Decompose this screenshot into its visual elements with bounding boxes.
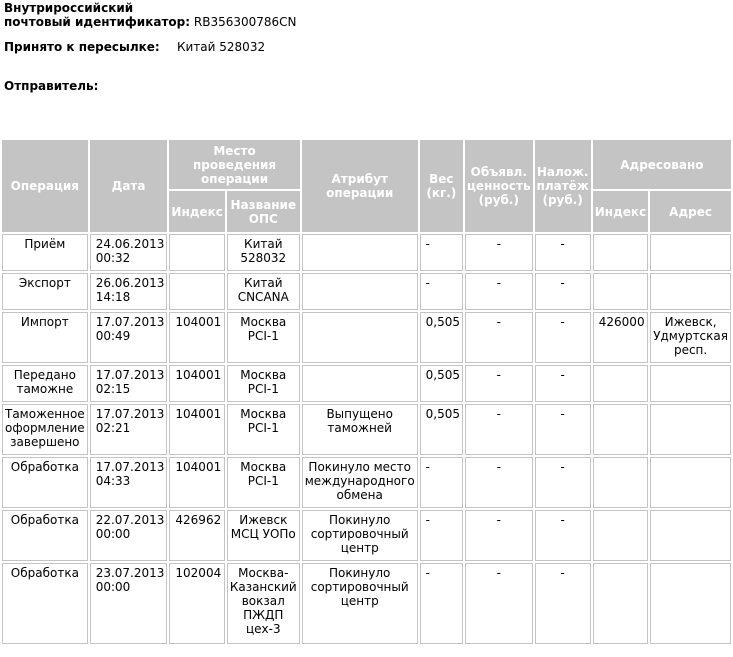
cell-operation: Импорт bbox=[2, 312, 88, 363]
sender-block bbox=[4, 79, 98, 93]
cell-declared-value: - bbox=[465, 563, 533, 644]
cell-date: 22.07.2013 00:00 bbox=[90, 510, 168, 561]
cell-weight: - bbox=[420, 457, 463, 508]
cell-address bbox=[650, 273, 731, 310]
cell-address bbox=[650, 234, 731, 271]
header-operation: Операция bbox=[2, 140, 88, 232]
cell-attribute bbox=[302, 312, 418, 363]
header-place: Место проведения операции bbox=[169, 140, 299, 189]
cell-place-index bbox=[169, 234, 224, 271]
cell-attribute: Покинуло сортировочный центр bbox=[302, 563, 418, 644]
header-addr-address: Адрес bbox=[650, 191, 731, 232]
cell-declared-value: - bbox=[465, 365, 533, 402]
table-row bbox=[2, 404, 731, 455]
cell-addr-index bbox=[593, 563, 648, 644]
cell-addr-index bbox=[593, 457, 648, 508]
cell-weight: 0,505 bbox=[420, 365, 463, 402]
cell-weight: - bbox=[420, 563, 463, 644]
cell-attribute: Покинуло место международного обмена bbox=[302, 457, 418, 508]
header-declared-value: Объявл. ценность (руб.) bbox=[465, 140, 533, 232]
cell-date: 17.07.2013 02:15 bbox=[90, 365, 168, 402]
cell-place-name: Москва PCI-1 bbox=[227, 404, 300, 455]
cell-address: Ижевск, Удмуртская респ. bbox=[650, 312, 731, 363]
accepted-value: Китай 528032 bbox=[177, 40, 266, 54]
cell-place-index: 104001 bbox=[169, 312, 224, 363]
cell-address bbox=[650, 365, 731, 402]
tracking-label-line2: почтовый идентификатор: bbox=[4, 15, 191, 29]
cell-place-index: 426962 bbox=[169, 510, 224, 561]
cell-attribute bbox=[302, 365, 418, 402]
cell-place-name: Москва-Казанский вокзал ПЖДП цех-3 bbox=[227, 563, 300, 644]
cell-place-index: 104001 bbox=[169, 404, 224, 455]
header-cod: Налож. платёж (руб.) bbox=[535, 140, 591, 232]
cell-place-index: 104001 bbox=[169, 457, 224, 508]
cell-cod: - bbox=[535, 273, 591, 310]
header-addr-index: Индекс bbox=[593, 191, 648, 232]
cell-operation: Обработка bbox=[2, 563, 88, 644]
table-row bbox=[2, 365, 731, 402]
cell-address bbox=[650, 563, 731, 644]
cell-addr-index bbox=[593, 510, 648, 561]
cell-addr-index bbox=[593, 234, 648, 271]
cell-place-name: Китай 528032 bbox=[227, 234, 300, 271]
cell-place-name: Китай CNCANA bbox=[227, 273, 300, 310]
cell-place-index: 104001 bbox=[169, 365, 224, 402]
cell-declared-value: - bbox=[465, 404, 533, 455]
cell-attribute bbox=[302, 273, 418, 310]
cell-weight: 0,505 bbox=[420, 404, 463, 455]
cell-place-index bbox=[169, 273, 224, 310]
cell-addr-index bbox=[593, 404, 648, 455]
cell-place-name: Москва PCI-1 bbox=[227, 457, 300, 508]
cell-declared-value: - bbox=[465, 234, 533, 271]
table-row bbox=[2, 563, 731, 644]
cell-addr-index bbox=[593, 273, 648, 310]
cell-place-name: Ижевск МСЦ УОПо bbox=[227, 510, 300, 561]
cell-place-name: Москва PCI-1 bbox=[227, 365, 300, 402]
header-date: Дата bbox=[90, 140, 168, 232]
header-weight: Вес (кг.) bbox=[420, 140, 463, 232]
cell-cod: - bbox=[535, 365, 591, 402]
tracking-id-block bbox=[4, 1, 297, 29]
sender-label: Отправитель: bbox=[4, 79, 99, 93]
cell-date: 24.06.2013 00:32 bbox=[90, 234, 168, 271]
cell-address bbox=[650, 457, 731, 508]
cell-operation: Обработка bbox=[2, 510, 88, 561]
accepted-block bbox=[4, 40, 266, 54]
cell-date: 17.07.2013 04:33 bbox=[90, 457, 168, 508]
header-place-name: Название ОПС bbox=[227, 191, 300, 232]
table-row bbox=[2, 312, 731, 363]
cell-operation: Обработка bbox=[2, 457, 88, 508]
table-row bbox=[2, 273, 731, 310]
cell-attribute bbox=[302, 234, 418, 271]
header-place-index: Индекс bbox=[169, 191, 224, 232]
tracking-label-line1: Внутрироссийский bbox=[4, 1, 134, 15]
cell-cod: - bbox=[535, 563, 591, 644]
cell-cod: - bbox=[535, 510, 591, 561]
cell-declared-value: - bbox=[465, 273, 533, 310]
tracking-history-table bbox=[0, 138, 733, 646]
cell-cod: - bbox=[535, 404, 591, 455]
accepted-label: Принято к пересылке: bbox=[4, 40, 160, 54]
cell-operation: Таможенное оформление завершено bbox=[2, 404, 88, 455]
cell-address bbox=[650, 510, 731, 561]
header-attribute: Атрибут операции bbox=[302, 140, 418, 232]
cell-weight: - bbox=[420, 510, 463, 561]
cell-operation: Приём bbox=[2, 234, 88, 271]
cell-declared-value: - bbox=[465, 312, 533, 363]
table-row bbox=[2, 457, 731, 508]
cell-operation: Экспорт bbox=[2, 273, 88, 310]
cell-date: 17.07.2013 02:21 bbox=[90, 404, 168, 455]
cell-declared-value: - bbox=[465, 510, 533, 561]
cell-address bbox=[650, 404, 731, 455]
cell-declared-value: - bbox=[465, 457, 533, 508]
cell-operation: Передано таможне bbox=[2, 365, 88, 402]
cell-cod: - bbox=[535, 234, 591, 271]
tracking-id-value: RB356300786CN bbox=[193, 15, 297, 29]
cell-weight: - bbox=[420, 234, 463, 271]
cell-attribute: Покинуло сортировочный центр bbox=[302, 510, 418, 561]
cell-weight: - bbox=[420, 273, 463, 310]
cell-attribute: Выпущено таможней bbox=[302, 404, 418, 455]
cell-addr-index: 426000 bbox=[593, 312, 648, 363]
cell-cod: - bbox=[535, 457, 591, 508]
table-row bbox=[2, 234, 731, 271]
cell-place-index: 102004 bbox=[169, 563, 224, 644]
header-addressed: Адресовано bbox=[593, 140, 731, 189]
cell-cod: - bbox=[535, 312, 591, 363]
cell-weight: 0,505 bbox=[420, 312, 463, 363]
table-body bbox=[2, 234, 731, 644]
table-row bbox=[2, 510, 731, 561]
cell-date: 26.06.2013 14:18 bbox=[90, 273, 168, 310]
cell-addr-index bbox=[593, 365, 648, 402]
cell-date: 23.07.2013 00:00 bbox=[90, 563, 168, 644]
cell-place-name: Москва PCI-1 bbox=[227, 312, 300, 363]
cell-date: 17.07.2013 00:49 bbox=[90, 312, 168, 363]
